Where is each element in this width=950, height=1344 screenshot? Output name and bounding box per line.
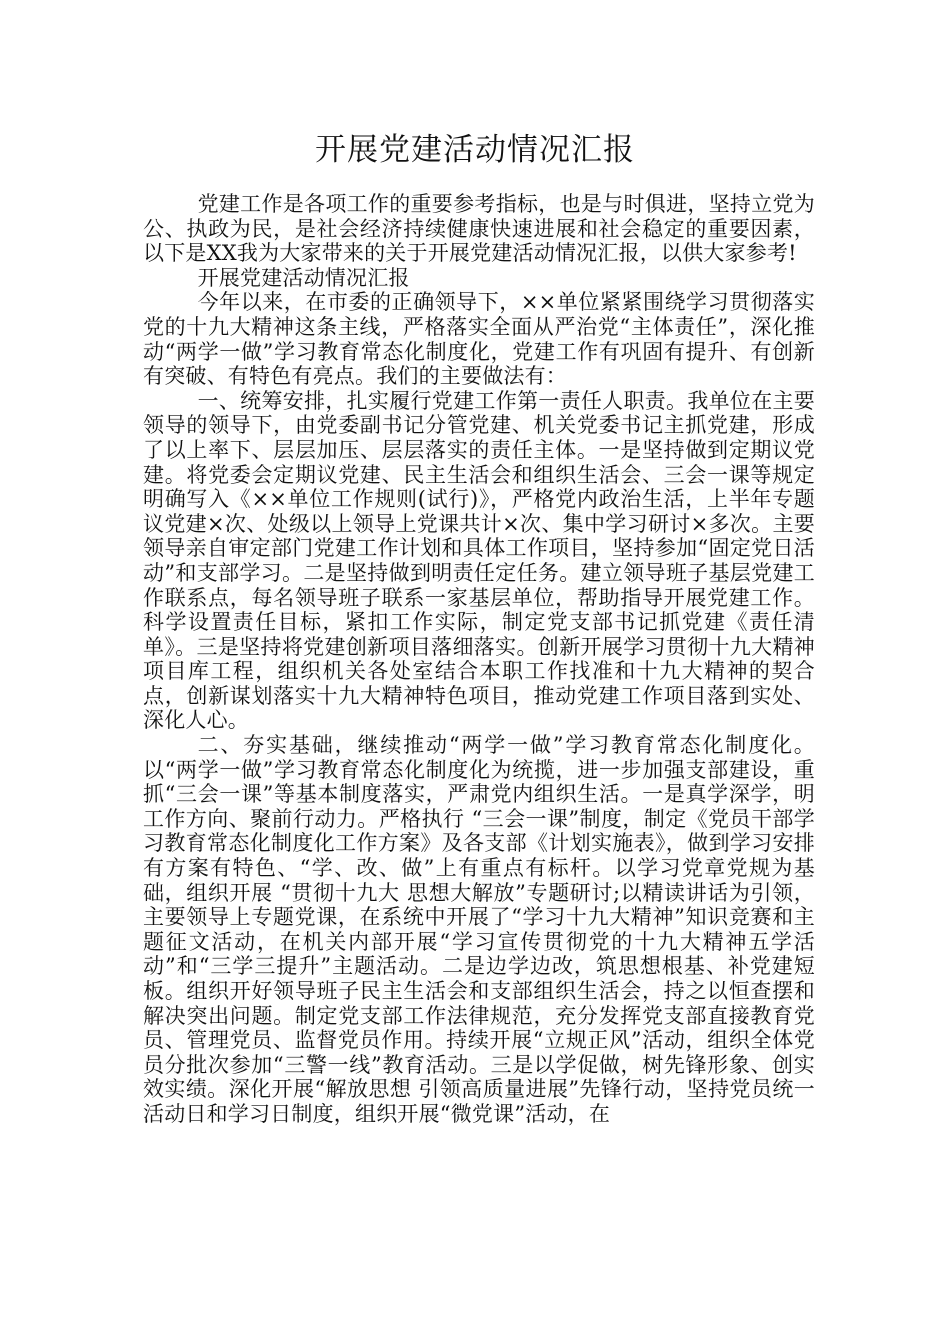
section-one-paragraph: 一、统筹安排，扎实履行党建工作第一责任人职责。我单位在主要领导的领导下，由党委副书记分管党建、机关党委书记主抓党建，形成了以上率下、层层加压、层层落实的责任主体。一是坚持做到定期议党建。将党委会定期议党建、民主生活会和组织生活会、三会一课等规定明确写入《××单位工作规则(试行)》，严格党内政治生活，上半年专题议党建×次、处级以上领导上党课共计×次、集中学习研讨×多次。主要领导亲自审定部门党建工作计划和具体工作项目，坚持参加“固定党日活动”和支部学习。二是坚持做到明责任定任务。建立领导班子基层党建工作联系点，每名领导班子联系一家基层单位，帮助指导开展党建工作。科学设置责任目标，紧扣工作实际，制定党支部书记抓党建《责任清单》。三是坚持将党建创新项目落细落实。创新开展学习贯彻十九大精神项目库工程，组织机关各处室结合本职工作找准和十九大精神的契合点，创新谋划落实十九大精神特色项目，推动党建工作项目落到实处、深化人心。 [143, 388, 815, 733]
section-two-paragraph: 二、夯实基础，继续推动“两学一做”学习教育常态化制度化。以“两学一做”学习教育常态化制度化为统揽，进一步加强支部建设，重抓“三会一课”等基本制度落实，严肃党内组织生活。一是真学深学，明工作方向、聚前行动力。严格执行 “三会一课”制度，制定《党员干部学习教育常态化制度化工作方案》及各支部《计划实施表》，做到学习安排有方案有特色、“学、改、做”上有重点有标杆。以学习党章党规为基础，组织开展 “贯彻十九大 思想大解放”专题研讨;以精读讲话为引领，主要领导上专题党课，在系统中开展了“学习十九大精神”知识竞赛和主题征文活动，在机关内部开展“学习宣传贯彻党的十九大精神五学活动”和“三学三提升”主题活动。二是边学边改，筑思想根基、补党建短板。组织开好领导班子民主生活会和支部组织生活会，持之以恒查摆和解决突出问题。制定党支部工作法律规范，充分发挥党支部直接教育党员、管理党员、监督党员作用。持续开展“立规正风”活动，组织全体党员分批次参加“三警一线”教育活动。三是以学促做，树先锋形象、创实效实绩。深化开展“解放思想 引领高质量进展”先锋行动，坚持党员统一活动日和学习日制度，组织开展“微党课”活动，在 [143, 733, 815, 1126]
section-heading: 开展党建活动情况汇报 [197, 265, 410, 290]
intro-paragraph: 党建工作是各项工作的重要参考指标，也是与时俱进，坚持立党为公、执政为民，是社会经济持续健康快速进展和社会稳定的重要因素，以下是XX我为大家带来的关于开展党建活动情况汇报，以供大家参考! [143, 192, 815, 266]
overview-paragraph: 今年以来，在市委的正确领导下，××单位紧紧围绕学习贯彻落实党的十九大精神这条主线，严格落实全面从严治党“主体责任”，深化推动“两学一做”学习教育常态化制度化，党建工作有巩固有提升、有创新有突破、有特色有亮点。我们的主要做法有： [143, 290, 815, 389]
document-title: 开展党建活动情况汇报 [315, 132, 635, 168]
document-body [143, 192, 815, 1127]
